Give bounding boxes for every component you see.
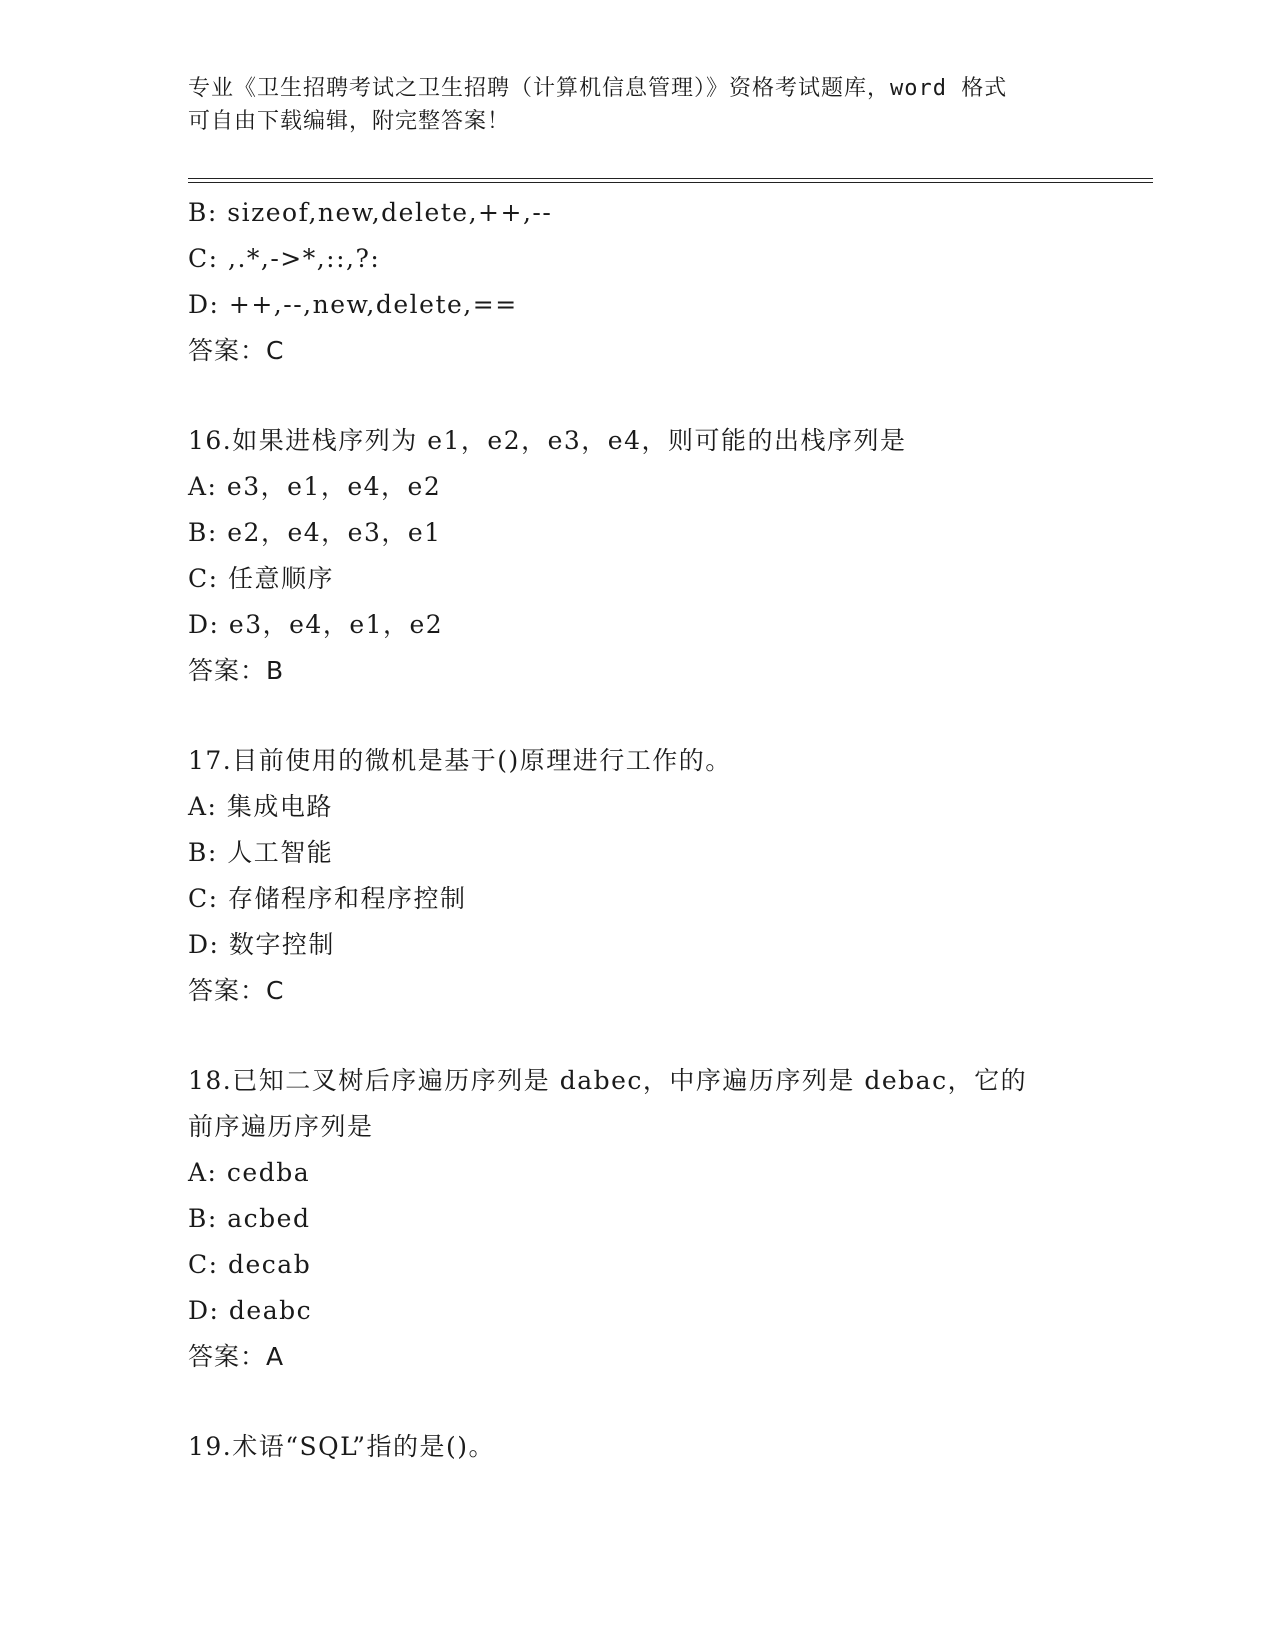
answer: 答案：B xyxy=(188,656,285,685)
option-a: A: e3，e1，e4，e2 xyxy=(188,472,442,501)
option-c: C: 任意顺序 xyxy=(188,564,334,593)
option-d: D: 数字控制 xyxy=(188,930,335,959)
option-c: C: 存储程序和程序控制 xyxy=(188,884,467,913)
question-text-line-2: 前序遍历序列是 xyxy=(188,1112,374,1141)
option-b: B: 人工智能 xyxy=(188,838,334,867)
option-a: A: 集成电路 xyxy=(188,792,333,821)
option-c: C: decab xyxy=(188,1250,312,1279)
option-d: D: ++,--,new,delete,== xyxy=(188,290,518,319)
option-b: B: acbed xyxy=(188,1204,311,1233)
header-title-line-2: 可自由下载编辑，附完整答案！ xyxy=(188,109,511,134)
question-text: 16.如果进栈序列为 e1，e2，e3，e4，则可能的出栈序列是 xyxy=(188,426,907,455)
option-d: D: deabc xyxy=(188,1296,313,1325)
question-19 xyxy=(188,1424,1108,1470)
question-17 xyxy=(188,738,1108,1014)
answer: 答案：C xyxy=(188,976,285,1005)
question-list xyxy=(188,190,1108,1470)
answer: 答案：C xyxy=(188,336,285,365)
question-18 xyxy=(188,1058,1108,1380)
answer: 答案：A xyxy=(188,1342,285,1371)
option-b: B: e2，e4，e3，e1 xyxy=(188,518,442,547)
document-header xyxy=(188,72,1088,138)
question-16 xyxy=(188,418,1108,694)
header-divider-bottom xyxy=(188,182,1153,183)
question-15-tail xyxy=(188,190,1108,374)
question-text: 17.目前使用的微机是基于()原理进行工作的。 xyxy=(188,746,732,775)
option-b: B: sizeof,new,delete,++,-- xyxy=(188,198,553,227)
option-d: D: e3，e4，e1，e2 xyxy=(188,610,444,639)
option-a: A: cedba xyxy=(188,1158,311,1187)
header-title-line-1: 专业《卫生招聘考试之卫生招聘（计算机信息管理）》资格考试题库，word 格式 xyxy=(188,76,1008,101)
question-text-line-1: 18.已知二叉树后序遍历序列是 dabec，中序遍历序列是 debac，它的 xyxy=(188,1066,1028,1095)
header-divider-top xyxy=(188,178,1153,179)
option-c: C: ,.*,->*,::,?: xyxy=(188,244,381,273)
question-text: 19.术语“SQL”指的是()。 xyxy=(188,1432,496,1461)
